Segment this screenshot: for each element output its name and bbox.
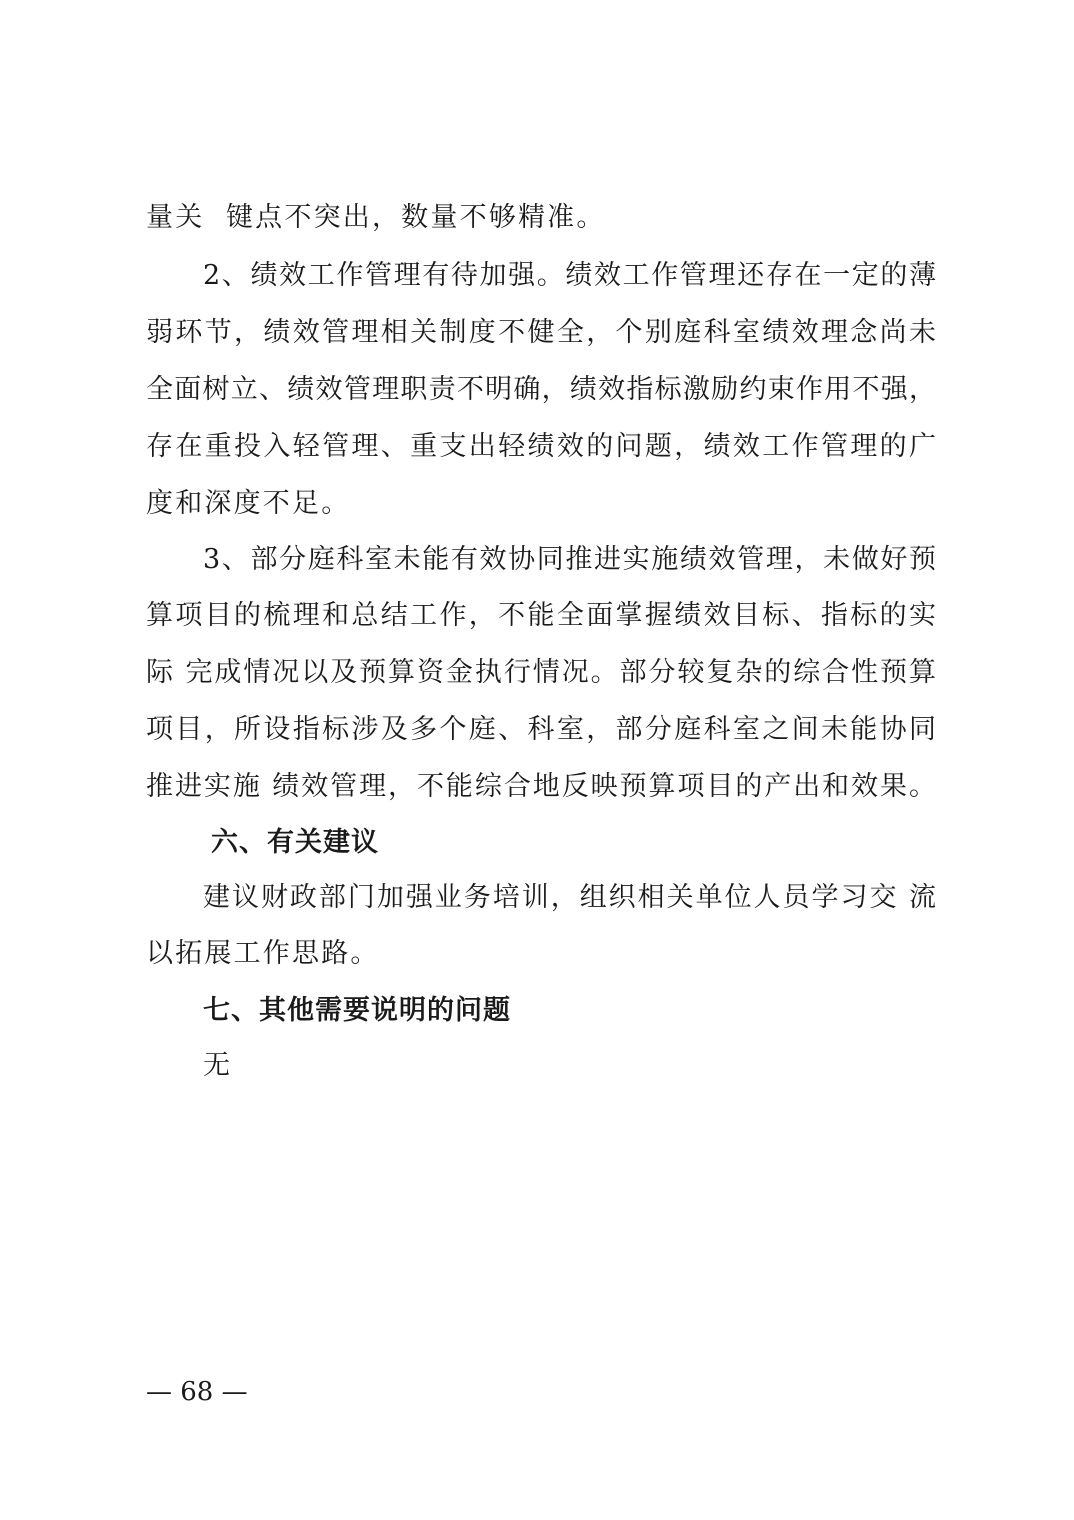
paragraph-line: 量关 键点不突出，数量不够精准。	[146, 202, 606, 233]
paragraph-line: 建议财政部门加强业务培训，组织相关单位人员学习交 流	[203, 882, 936, 913]
paragraph-line: 算项目的梳理和总结工作，不能全面掌握绩效目标、指标的实	[146, 600, 936, 631]
paragraph-line: 全面树立、绩效管理职责不明确，绩效指标激励约束作用不强，	[146, 374, 936, 405]
page-number: — 68 —	[146, 1377, 248, 1407]
paragraph-line: 存在重投入轻管理、重支出轻绩效的问题，绩效工作管理的广	[146, 431, 936, 462]
section-body: 无	[203, 1050, 233, 1081]
section-heading-6: 六、有关建议	[211, 827, 379, 858]
section-heading-7: 七、其他需要说明的问题	[203, 995, 511, 1026]
paragraph-line: 推进实施 绩效管理，不能综合地反映预算项目的产出和效果。	[146, 771, 936, 802]
paragraph-line: 3、部分庭科室未能有效协同推进实施绩效管理，未做好预	[203, 544, 936, 575]
paragraph-line: 项目，所设指标涉及多个庭、科室，部分庭科室之间未能协同	[146, 714, 936, 745]
paragraph-line: 度和深度不足。	[146, 488, 351, 519]
paragraph-line: 2、绩效工作管理有待加强。绩效工作管理还存在一定的薄	[203, 260, 936, 291]
paragraph-line: 弱环节，绩效管理相关制度不健全，个别庭科室绩效理念尚未	[146, 317, 936, 348]
paragraph-line: 际 完成情况以及预算资金执行情况。部分较复杂的综合性预算	[146, 657, 936, 688]
paragraph-line: 以拓展工作思路。	[146, 938, 380, 969]
